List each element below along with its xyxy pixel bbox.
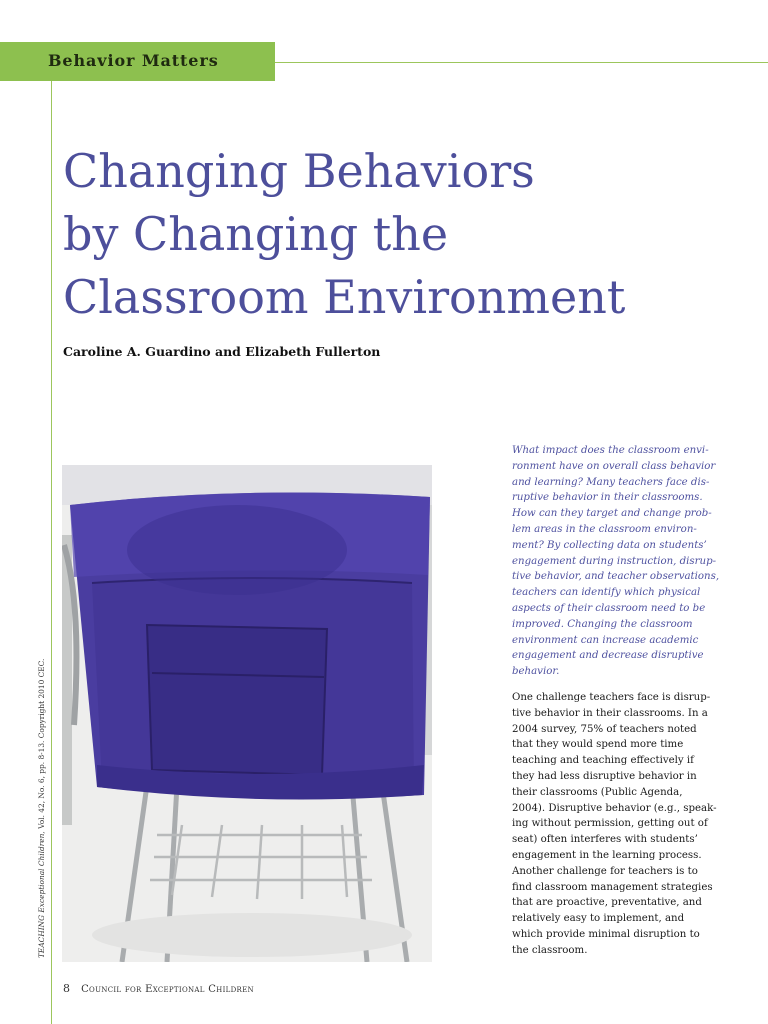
citation-note [37,659,46,958]
article-title [63,140,723,329]
page-number: 8 [63,982,70,995]
body-line: relatively easy to implement, and [512,913,685,925]
body-line: One challenge teachers face is disrup- [512,692,711,703]
authors: Caroline A. Guardino and Elizabeth Fullerton [63,344,381,359]
abstract-line: behavior. [512,666,560,678]
body-line: teaching and teaching effectively if [512,755,694,767]
body-line: they had less disruptive behavior in [512,770,697,782]
body-line: seat) often interferes with students’ [512,834,698,846]
citation-details: Vol. 42, No. 6, pp. 8-13. Copyright 2010 CEC. [37,658,46,829]
abstract-line: ment? By collecting data on students’ [512,539,707,551]
abstract-line: ruptive behavior in their classrooms. [512,492,703,504]
body-line: 2004 survey, 75% of teachers noted [512,723,697,735]
body-line: find classroom management strategies [512,881,713,893]
header-rule [275,62,768,63]
abstract-line: environment can increase academic [512,634,699,646]
abstract-line: ronment have on overall class behavior [512,460,716,472]
abstract [512,443,724,680]
body-line: their classrooms (Public Agenda, [512,786,683,798]
body-line: ing without permission, getting out of [512,818,708,830]
abstract-line: How can they target and change prob- [512,508,712,520]
abstract-line: aspects of their classroom need to be [512,602,706,614]
abstract-line: lem areas in the classroom environ- [512,523,697,535]
body-line: that they would spend more time [512,739,684,751]
body-line: which provide minimal disruption to [512,928,700,940]
abstract-line: and learning? Many teachers face dis- [512,476,710,488]
abstract-line: teachers can identify which physical [512,587,701,599]
abstract-line: What impact does the classroom envi- [512,445,709,456]
body-paragraph [512,690,724,959]
body-line: engagement in the learning process. [512,849,702,861]
abstract-line: engagement during instruction, disrup- [512,555,717,567]
footer-organization: Council for Exceptional Children [81,984,254,995]
body-line: 2004). Disruptive behavior (e.g., speak- [512,802,717,814]
body-line: the classroom. [512,944,588,956]
title-line: Changing Behaviors [63,144,535,198]
citation-journal: TEACHING Exceptional Children, [37,831,46,958]
title-line: by Changing the [63,207,449,261]
margin-rule [51,42,52,1024]
body-line: tive behavior in their classrooms. In a [512,707,708,719]
body-line: that are proactive, preventative, and [512,897,702,909]
abstract-line: engagement and decrease disruptive [512,650,704,662]
body-line: Another challenge for teachers is to [512,865,698,877]
chair-photo [62,465,432,962]
title-line: Classroom Environment [63,270,626,324]
abstract-line: improved. Changing the classroom [512,618,693,630]
section-label: Behavior Matters [48,51,219,70]
abstract-line: tive behavior, and teacher observations, [512,571,720,583]
page-footer [63,977,254,996]
